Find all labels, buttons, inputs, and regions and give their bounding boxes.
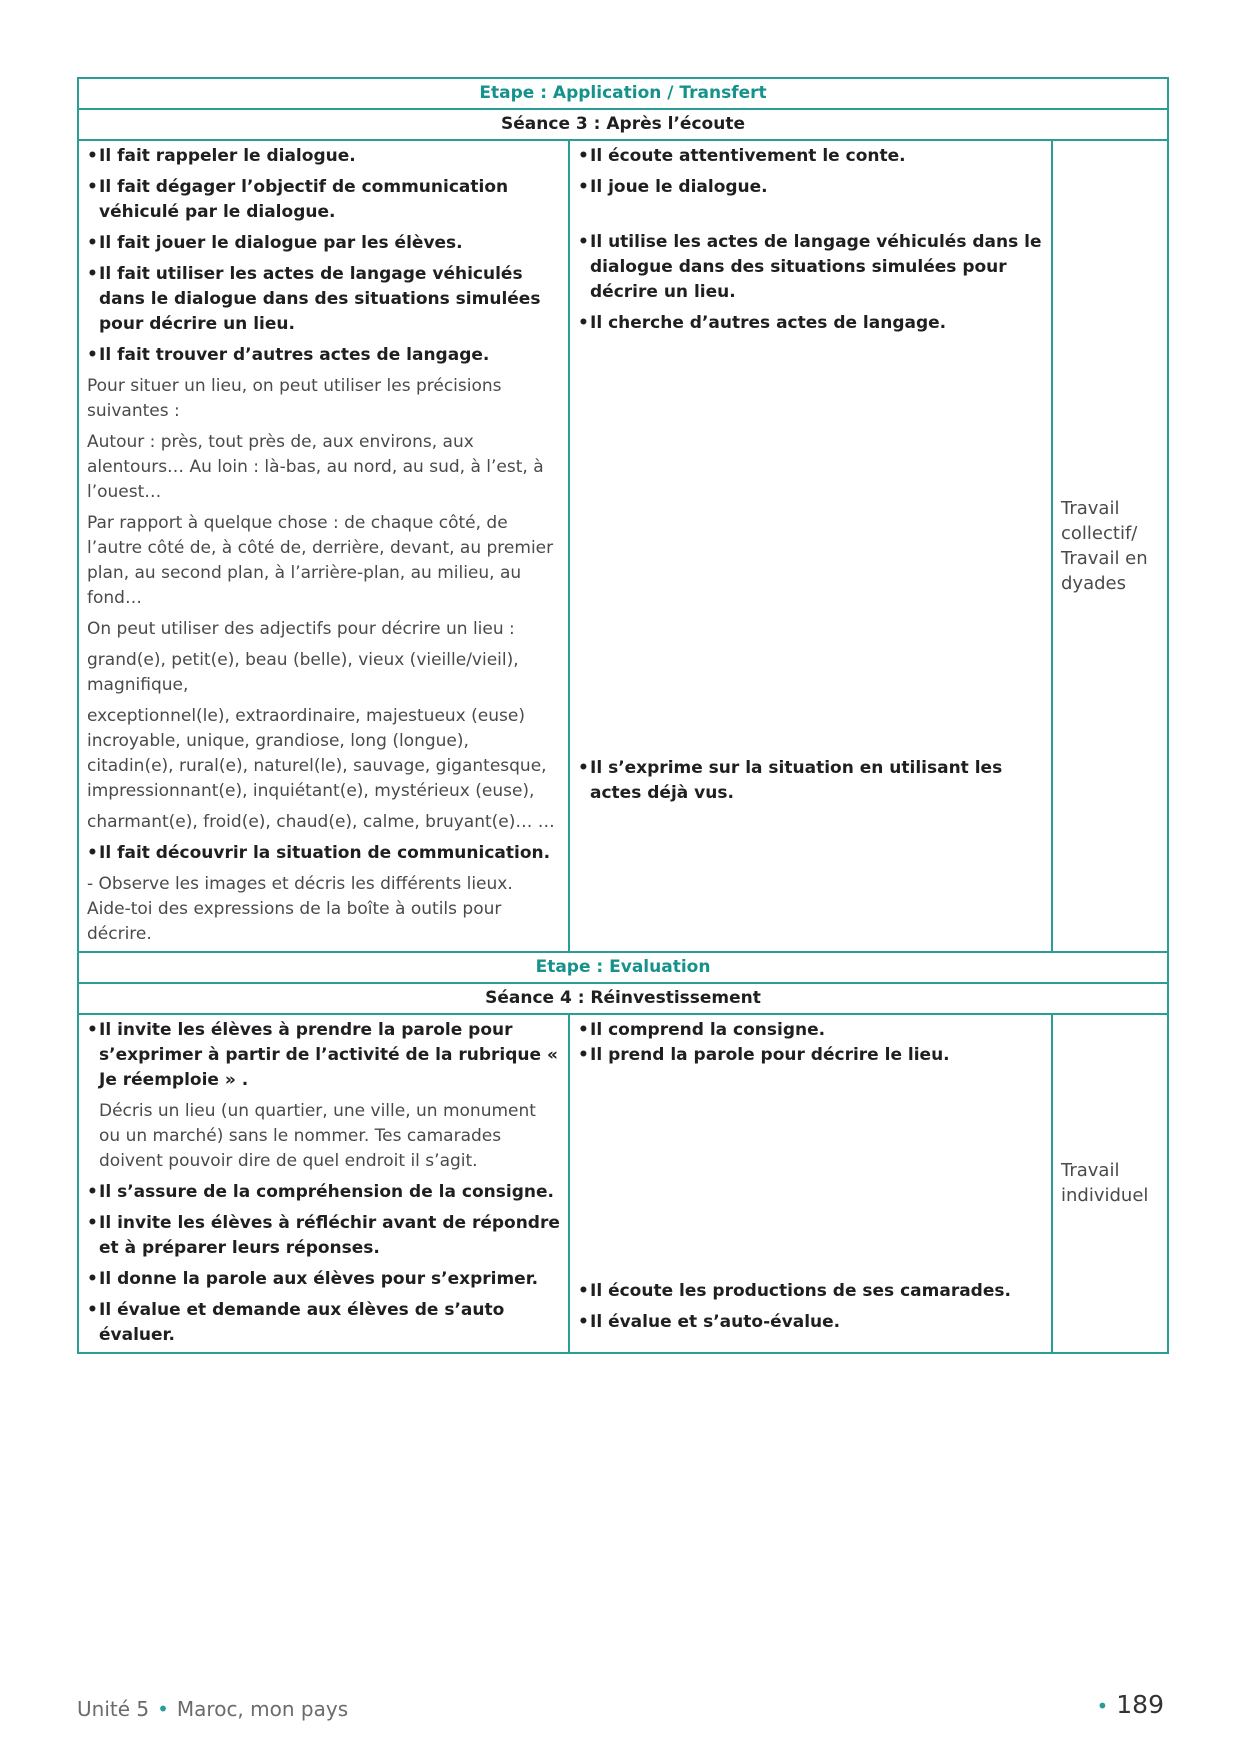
teacher-step: • Il fait jouer le dialogue par les élèves. bbox=[87, 233, 463, 253]
note-paragraph: exceptionnel(le), extraordinaire, majestueux (euse) incroyable, unique, grandiose, long (longue), citadin(e), rural(e), naturel(le), sauvage, gigantesque, impressionnant(e), inquiétant(e), mystérieux (euse), bbox=[87, 706, 547, 801]
student-step: • Il comprend la consigne. bbox=[578, 1020, 826, 1040]
lesson-plan-table bbox=[77, 77, 1169, 1354]
unit-title: Maroc, mon pays bbox=[176, 1697, 349, 1721]
student-step: • Il s’exprime sur la situation en utilisant les actes déjà vus. bbox=[578, 758, 1003, 803]
teacher-step: • Il donne la parole aux élèves pour s’exprimer. bbox=[87, 1269, 539, 1289]
teacher-step: • Il fait dégager l’objectif de communication véhiculé par le dialogue. bbox=[87, 177, 509, 222]
student-step: • Il écoute les productions de ses camarades. bbox=[578, 1281, 1011, 1301]
seance-3-teacher-column bbox=[78, 140, 569, 952]
footer-unit-title bbox=[77, 1697, 348, 1721]
teacher-step: • Il s’assure de la compréhension de la consigne. bbox=[87, 1182, 554, 1202]
bullet-icon: • bbox=[1096, 1694, 1109, 1718]
etape-evaluation-header: Etape : Evaluation bbox=[78, 952, 1168, 983]
seance-4-teacher-column bbox=[78, 1014, 569, 1353]
unit-label: Unité 5 bbox=[77, 1697, 150, 1721]
note-paragraph: charmant(e), froid(e), chaud(e), calme, bruyant(e)… … bbox=[87, 812, 555, 832]
note-paragraph: grand(e), petit(e), beau (belle), vieux (vieille/vieil), magnifique, bbox=[87, 650, 519, 695]
bullet-separator-icon: • bbox=[157, 1697, 169, 1721]
note-paragraph: On peut utiliser des adjectifs pour décrire un lieu : bbox=[87, 619, 515, 639]
seance-3-header: Séance 3 : Après l’écoute bbox=[78, 109, 1168, 140]
seance-4-work-mode: Travail individuel bbox=[1052, 1014, 1168, 1353]
instruction-text: - Observe les images et décris les différents lieux. Aide-toi des expressions de la boîte à outils pour décrire. bbox=[87, 874, 513, 944]
teacher-step: • Il évalue et demande aux élèves de s’auto évaluer. bbox=[87, 1300, 505, 1345]
teacher-step: • Il fait rappeler le dialogue. bbox=[87, 146, 356, 166]
student-step: • Il utilise les actes de langage véhiculés dans le dialogue dans des situations simulées pour décrire un lieu. bbox=[578, 232, 1042, 302]
teacher-step: • Il fait trouver d’autres actes de langage. bbox=[87, 345, 490, 365]
student-step: • Il écoute attentivement le conte. bbox=[578, 146, 906, 166]
seance-4-student-column bbox=[569, 1014, 1052, 1353]
teacher-step: • Il invite les élèves à réfléchir avant de répondre et à préparer leurs réponses. bbox=[87, 1213, 560, 1258]
teacher-step: • Il fait découvrir la situation de communication. bbox=[87, 843, 551, 863]
teacher-step: • Il invite les élèves à prendre la parole pour s’exprimer à partir de l’activité de la rubrique « Je réemploie » . bbox=[87, 1020, 558, 1090]
student-step: • Il évalue et s’auto-évalue. bbox=[578, 1312, 841, 1332]
note-paragraph: Autour : près, tout près de, aux environs, aux alentours… Au loin : là-bas, au nord, au sud, à l’est, à l’ouest… bbox=[87, 432, 544, 502]
seance-3-work-mode: Travail collectif/ Travail en dyades bbox=[1052, 140, 1168, 952]
student-step: • Il prend la parole pour décrire le lieu. bbox=[578, 1045, 950, 1065]
student-step: • Il joue le dialogue. bbox=[578, 177, 768, 197]
student-step: • Il cherche d’autres actes de langage. bbox=[578, 313, 947, 333]
page-number: 189 bbox=[1116, 1690, 1164, 1719]
teacher-step: • Il fait utiliser les actes de langage véhiculés dans le dialogue dans des situations simulées pour décrire un lieu. bbox=[87, 264, 541, 334]
seance-3-student-column bbox=[569, 140, 1052, 952]
seance-4-header: Séance 4 : Réinvestissement bbox=[78, 983, 1168, 1014]
note-paragraph: Par rapport à quelque chose : de chaque côté, de l’autre côté de, à côté de, derrière, devant, au premier plan, au second plan, à l’arrière-plan, au milieu, au fond… bbox=[87, 513, 554, 608]
etape-application-header: Etape : Application / Transfert bbox=[78, 78, 1168, 109]
note-paragraph: Décris un lieu (un quartier, une ville, un monument ou un marché) sans le nommer. Tes camarades doivent pouvoir dire de quel endroit il s’agit. bbox=[99, 1101, 536, 1171]
page-number-block bbox=[1096, 1690, 1164, 1719]
note-paragraph: Pour situer un lieu, on peut utiliser les précisions suivantes : bbox=[87, 376, 502, 421]
